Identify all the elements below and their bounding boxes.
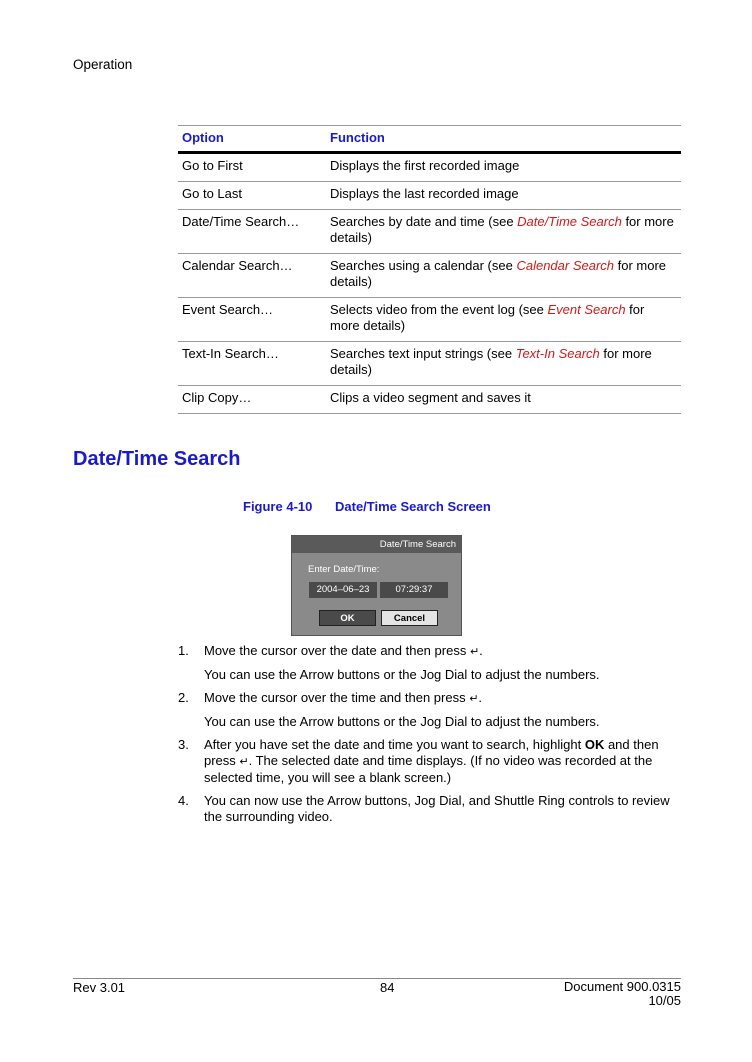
table-row — [178, 153, 681, 182]
date-field[interactable]: 2004–06–23 — [309, 582, 377, 598]
cancel-button[interactable]: Cancel — [381, 610, 438, 626]
step-number: 2. — [178, 690, 189, 705]
step-text: After you have set the date and time you want to search, highlight OK and then press ↵. The selected date and time displays. (If no video was recorded at the selected time, you will see a blank screen.) — [204, 737, 659, 785]
function-cell: Searches using a calendar (see Calendar Search for more details) — [326, 254, 681, 298]
table-row — [178, 210, 681, 254]
option-cell: Date/Time Search… — [178, 210, 326, 254]
ok-button[interactable]: OK — [319, 610, 376, 626]
option-cell: Text-In Search… — [178, 342, 326, 386]
option-cell: Go to Last — [178, 182, 326, 210]
table-row — [178, 342, 681, 386]
step-note: You can use the Arrow buttons or the Jog Dial to adjust the numbers. — [204, 667, 600, 682]
function-cell: Displays the first recorded image — [326, 153, 681, 182]
options-table — [178, 125, 681, 414]
figure-title: Date/Time Search Screen — [335, 499, 491, 514]
footer-document: Document 900.0315 10/05 — [563, 979, 681, 1008]
option-cell: Go to First — [178, 153, 326, 182]
footer-revision: Rev 3.01 — [73, 980, 126, 995]
time-field[interactable]: 07:29:37 — [380, 582, 448, 598]
dialog-title: Date/Time Search — [292, 536, 461, 553]
table-row — [178, 298, 681, 342]
step-text: Move the cursor over the time and then press ↵. — [204, 690, 483, 705]
enter-key-icon: ↵ — [239, 755, 249, 768]
figure-caption — [243, 499, 491, 514]
step-note: You can use the Arrow buttons or the Jog Dial to adjust the numbers. — [204, 714, 600, 729]
function-cell: Searches text input strings (see Text-In Search for more details) — [326, 342, 681, 386]
step-item — [178, 643, 683, 683]
cross-reference-link[interactable]: Calendar Search — [516, 258, 615, 273]
table-row — [178, 386, 681, 414]
figure-number: Figure 4-10 — [243, 499, 313, 514]
step-number: 4. — [178, 793, 189, 808]
table-header-row — [178, 126, 681, 153]
procedure-steps — [178, 643, 683, 832]
function-cell: Displays the last recorded image — [326, 182, 681, 210]
step-number: 1. — [178, 643, 189, 658]
option-cell: Event Search… — [178, 298, 326, 342]
function-cell: Clips a video segment and saves it — [326, 386, 681, 414]
step-text: Move the cursor over the date and then press ↵. — [204, 643, 483, 658]
step-number: 3. — [178, 737, 189, 752]
column-header-function: Function — [326, 126, 681, 153]
column-header-option: Option — [178, 126, 326, 153]
function-cell: Selects video from the event log (see Event Search for more details) — [326, 298, 681, 342]
cross-reference-link[interactable]: Text-In Search — [515, 346, 600, 361]
enter-key-icon: ↵ — [469, 692, 479, 705]
running-header: Operation — [73, 57, 133, 72]
page-number: 84 — [380, 980, 395, 995]
enter-date-time-label: Enter Date/Time: — [308, 564, 380, 575]
table-row — [178, 182, 681, 210]
option-cell: Clip Copy… — [178, 386, 326, 414]
enter-key-icon: ↵ — [469, 645, 480, 658]
cross-reference-link[interactable]: Date/Time Search — [517, 214, 622, 229]
option-cell: Calendar Search… — [178, 254, 326, 298]
date-time-search-dialog — [291, 535, 462, 636]
function-cell: Searches by date and time (see Date/Time Search for more details) — [326, 210, 681, 254]
step-item — [178, 690, 683, 730]
section-heading: Date/Time Search — [73, 448, 241, 470]
cross-reference-link[interactable]: Event Search — [547, 302, 626, 317]
step-item — [178, 793, 683, 825]
table-row — [178, 254, 681, 298]
step-text: You can now use the Arrow buttons, Jog Dial, and Shuttle Ring controls to review the surrounding video. — [204, 793, 670, 824]
step-item — [178, 737, 683, 786]
